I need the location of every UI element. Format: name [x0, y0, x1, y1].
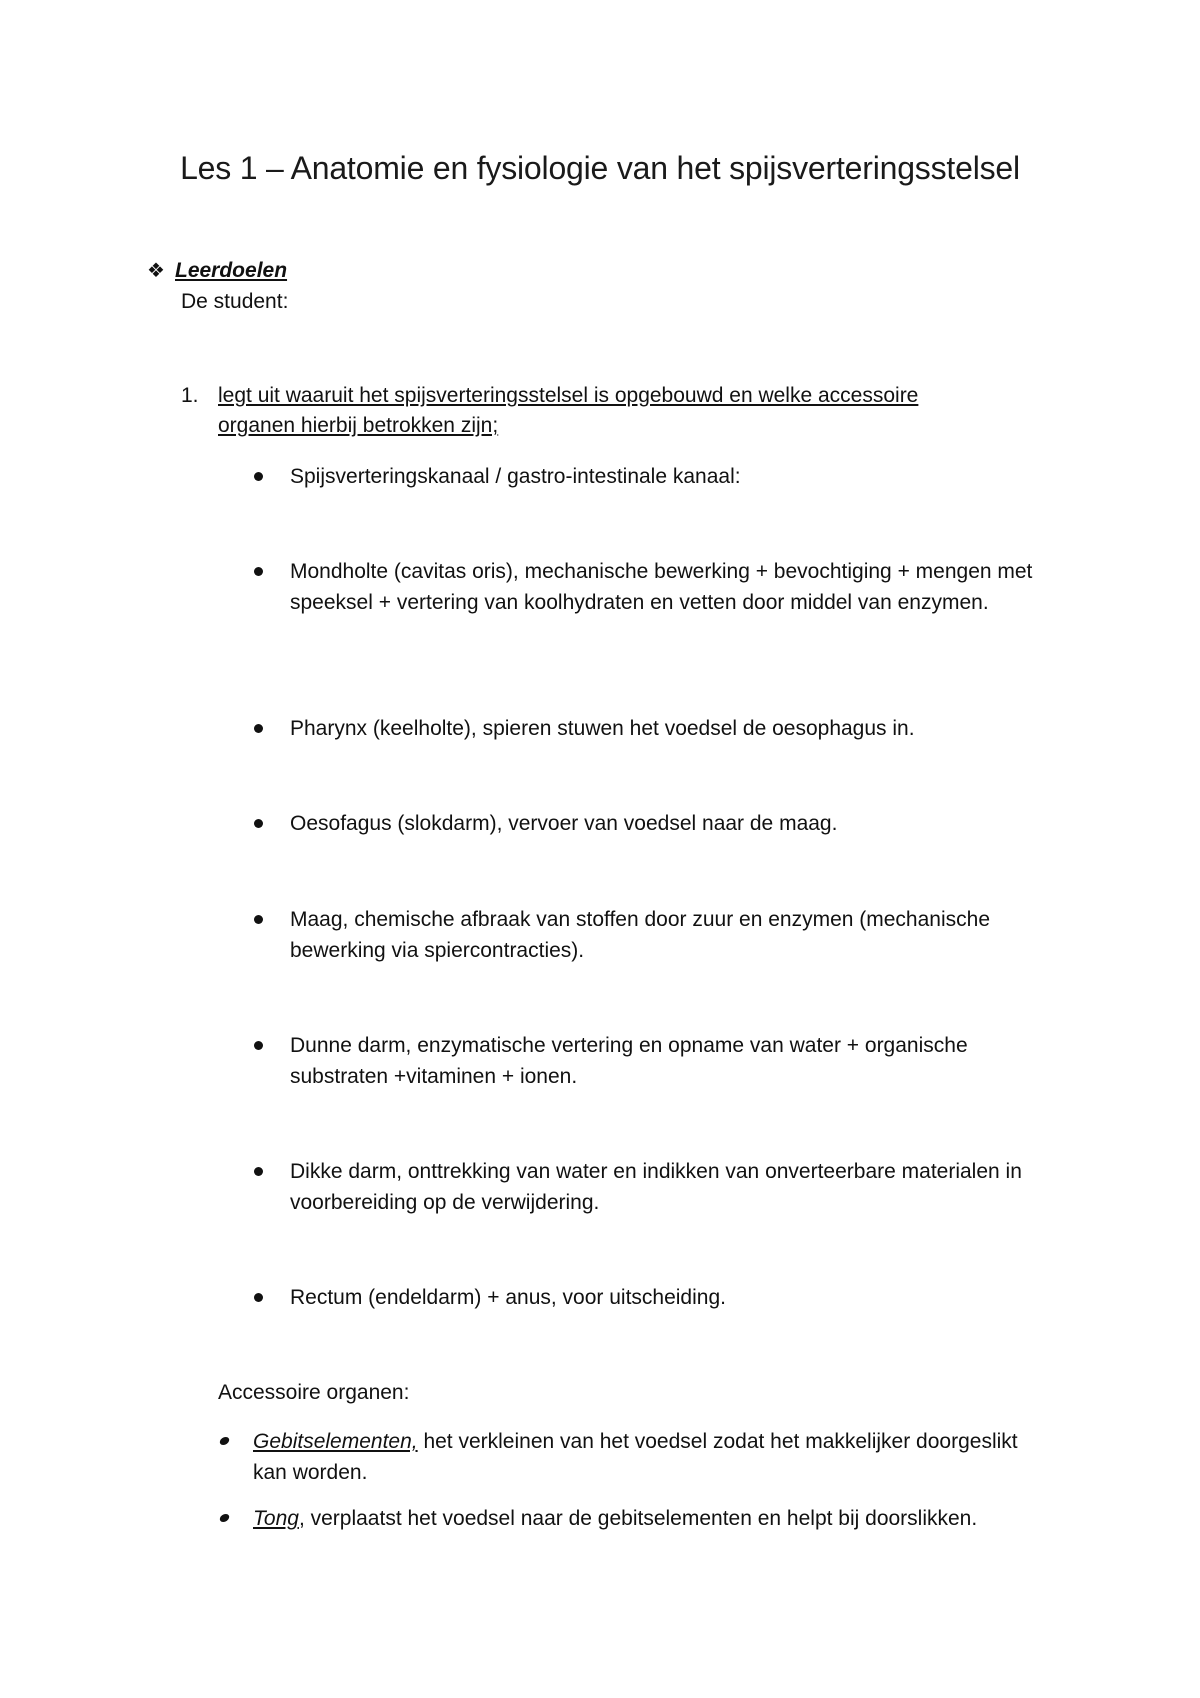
bullet-dot-icon — [254, 472, 263, 481]
accessory-item — [253, 1426, 1043, 1488]
bullet-dot-icon — [254, 819, 263, 828]
list-item-text: Dunne darm, enzymatische vertering en opname van water + organische substraten +vitaminen + ionen. — [290, 1034, 968, 1088]
list-item-text: Pharynx (keelholte), spieren stuwen het voedsel de oesophagus in. — [290, 717, 915, 740]
list-item — [290, 556, 1060, 618]
goal-text: legt uit waaruit het spijsverteringsstelsel is opgebouwd en welke accessoire organen hierbij betrokken zijn; — [218, 384, 919, 437]
list-item — [290, 1156, 1060, 1218]
list-item-text: Spijsverteringskanaal / gastro-intestinale kanaal: — [290, 465, 741, 488]
list-item-text: Maag, chemische afbraak van stoffen door zuur en enzymen (mechanische bewerking via spiercontracties). — [290, 908, 990, 962]
bullet-dot-icon — [254, 724, 263, 733]
list-item — [290, 461, 1060, 492]
accessory-heading: Accessoire organen: — [218, 1381, 410, 1404]
list-item — [290, 904, 1060, 966]
list-item — [290, 1030, 1060, 1092]
accessory-item — [253, 1503, 1043, 1534]
bullet-dot-icon — [254, 915, 263, 924]
bullet-dot-icon — [254, 1167, 263, 1176]
bullet-dot-icon — [254, 1041, 263, 1050]
list-item-text: Dikke darm, onttrekking van water en indikken van onverteerbare materialen in voorbereiding op de verwijdering. — [290, 1160, 1022, 1214]
bullet-dot-icon — [254, 567, 263, 576]
goal-number: 1. — [181, 384, 199, 407]
list-item-text: Rectum (endeldarm) + anus, voor uitscheiding. — [290, 1286, 726, 1309]
list-item-text: Oesofagus (slokdarm), vervoer van voedsel naar de maag. — [290, 812, 838, 835]
document-title: Les 1 – Anatomie en fysiologie van het spijsverteringsstelsel — [180, 150, 1020, 186]
accessory-term: Gebitselementen, — [253, 1430, 418, 1453]
accessory-text: , verplaatst het voedsel naar de gebitselementen en helpt bij doorslikken. — [298, 1507, 978, 1530]
section-label: Leerdoelen — [175, 259, 288, 282]
diamond-bullet-icon: ❖ — [147, 260, 165, 282]
bullet-dot-icon — [219, 1437, 231, 1445]
list-item — [290, 713, 1060, 744]
accessory-text: het verkleinen van het voedsel zodat het makkelijker doorgeslikt kan worden. — [253, 1430, 1018, 1484]
accessory-term: Tong — [253, 1507, 299, 1530]
section-heading — [147, 256, 287, 286]
bullet-dot-icon — [219, 1514, 231, 1522]
bullet-dot-icon — [254, 1293, 263, 1302]
list-item-text: Mondholte (cavitas oris), mechanische bewerking + bevochtiging + mengen met speeksel + vertering van koolhydraten en vetten door middel van enzymen. — [290, 560, 1033, 614]
list-item — [290, 1282, 1060, 1313]
list-item — [290, 808, 1060, 839]
section-subtitle: De student: — [181, 290, 289, 313]
